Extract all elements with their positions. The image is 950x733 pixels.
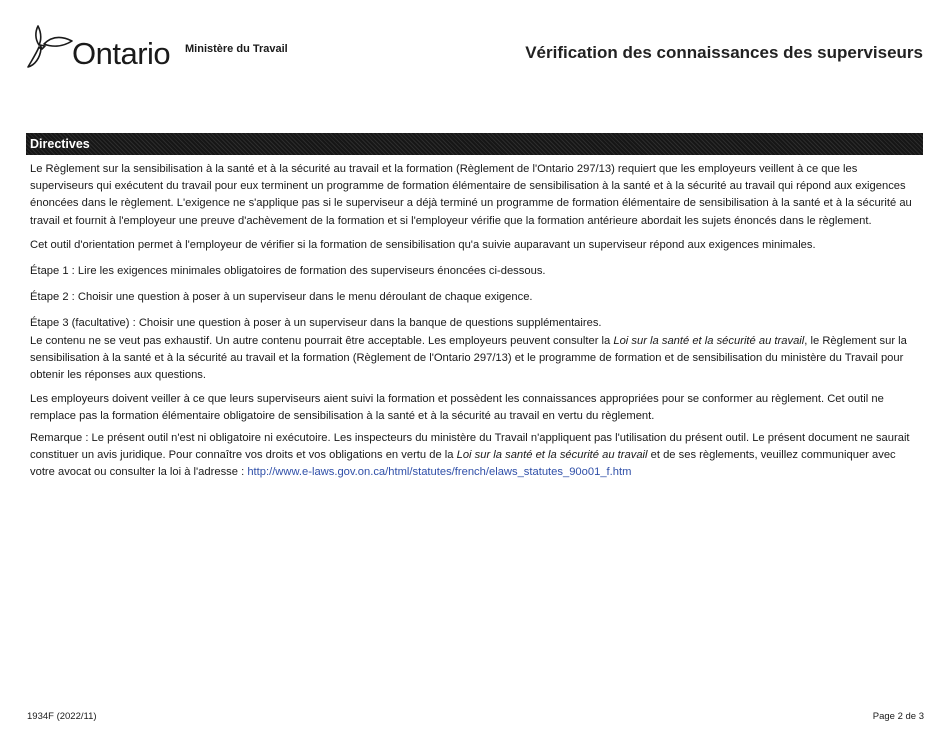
content-paragraph bbox=[30, 333, 916, 385]
remark-text-b: et de ses règlements, veuillez communiquer avec votre avocat ou consulter la loi à l'adresse : bbox=[30, 448, 896, 479]
remark-paragraph bbox=[30, 430, 916, 482]
content-text-a: Le contenu ne se veut pas exhaustif. Un autre contenu pourrait être acceptable. Les employeurs peuvent consulter la bbox=[30, 334, 614, 347]
ministry-name: Ministère du Travail bbox=[185, 43, 288, 55]
page-number: Page 2 de 3 bbox=[872, 711, 924, 722]
remark-text-a: Remarque : Le présent outil n'est ni obligatoire ni exécutoire. Les inspecteurs du ministère du Travail n'appliquent pas l'utilisation du présent outil. Le présent document ne saurait constituer un avis juridique. Pour connaître vos droits et vos obligations en vertu de la bbox=[30, 431, 910, 461]
intro-paragraph: Le Règlement sur la sensibilisation à la santé et à la sécurité au travail et la formation (Règlement de l'Ontario 297/13) requiert que les employeurs veillent à ce que les superviseurs qui exécutent du travail pour eux terminent un programme de formation élémentaire de sensibilisation à la santé et à la sécurité au travail qui répond aux exigences énoncées dans le règlement. L'exigence ne s'applique pas si le superviseur a déjà terminé un programme de formation élémentaire de sensibilisation à la santé et à la sécurité au travail et fournit à l'employeur une preuve d'achèvement de la formation et si l'employeur vérifie que la formation antérieure abordait les sujets énoncés dans le règlement. bbox=[30, 163, 912, 227]
content-text-b: , le Règlement sur la sensibilisation à la santé et à la sécurité au travail et la formation (Règlement de l'Ontario 297/13) et le programme de formation et de sensibilisation du ministère du Travail pour obtenir les réponses aux questions. bbox=[30, 334, 907, 382]
ontario-logo bbox=[26, 22, 171, 72]
page-title: Vérification des connaissances des superviseurs bbox=[525, 43, 923, 62]
law-title: Loi sur la santé et la sécurité au travail bbox=[456, 448, 648, 461]
form-number: 1934F (2022/11) bbox=[27, 711, 97, 722]
law-title: Loi sur la santé et la sécurité au travail bbox=[613, 334, 805, 347]
directives-content bbox=[30, 161, 916, 481]
trillium-icon bbox=[26, 22, 76, 72]
e-laws-link[interactable]: http://www.e-laws.gov.on.ca/html/statutes/french/elaws_statutes_90o01_f.htm bbox=[247, 466, 632, 479]
tool-paragraph: Cet outil d'orientation permet à l'employeur de vérifier si la formation de sensibilisation qu'a suivie auparavant un superviseur répond aux exigences minimales. bbox=[30, 238, 816, 251]
step-3: Étape 3 (facultative) : Choisir une question à poser à un superviseur dans la banque de questions supplémentaires. bbox=[30, 317, 602, 330]
logo-wordmark: Ontario bbox=[72, 36, 171, 71]
step-1: Étape 1 : Lire les exigences minimales obligatoires de formation des superviseurs énoncées ci-dessous. bbox=[30, 265, 546, 278]
section-header-directives: Directives bbox=[26, 133, 923, 155]
employers-paragraph: Les employeurs doivent veiller à ce que leurs superviseurs aient suivi la formation et possèdent les connaissances appropriées pour se conformer au règlement. Cet outil ne remplace pas la formation élémentaire obligatoire de sensibilisation à la santé et à la sécurité au travail en vertu du règlement. bbox=[30, 393, 884, 423]
step-2: Étape 2 : Choisir une question à poser à un superviseur dans le menu déroulant de chaque exigence. bbox=[30, 291, 533, 304]
